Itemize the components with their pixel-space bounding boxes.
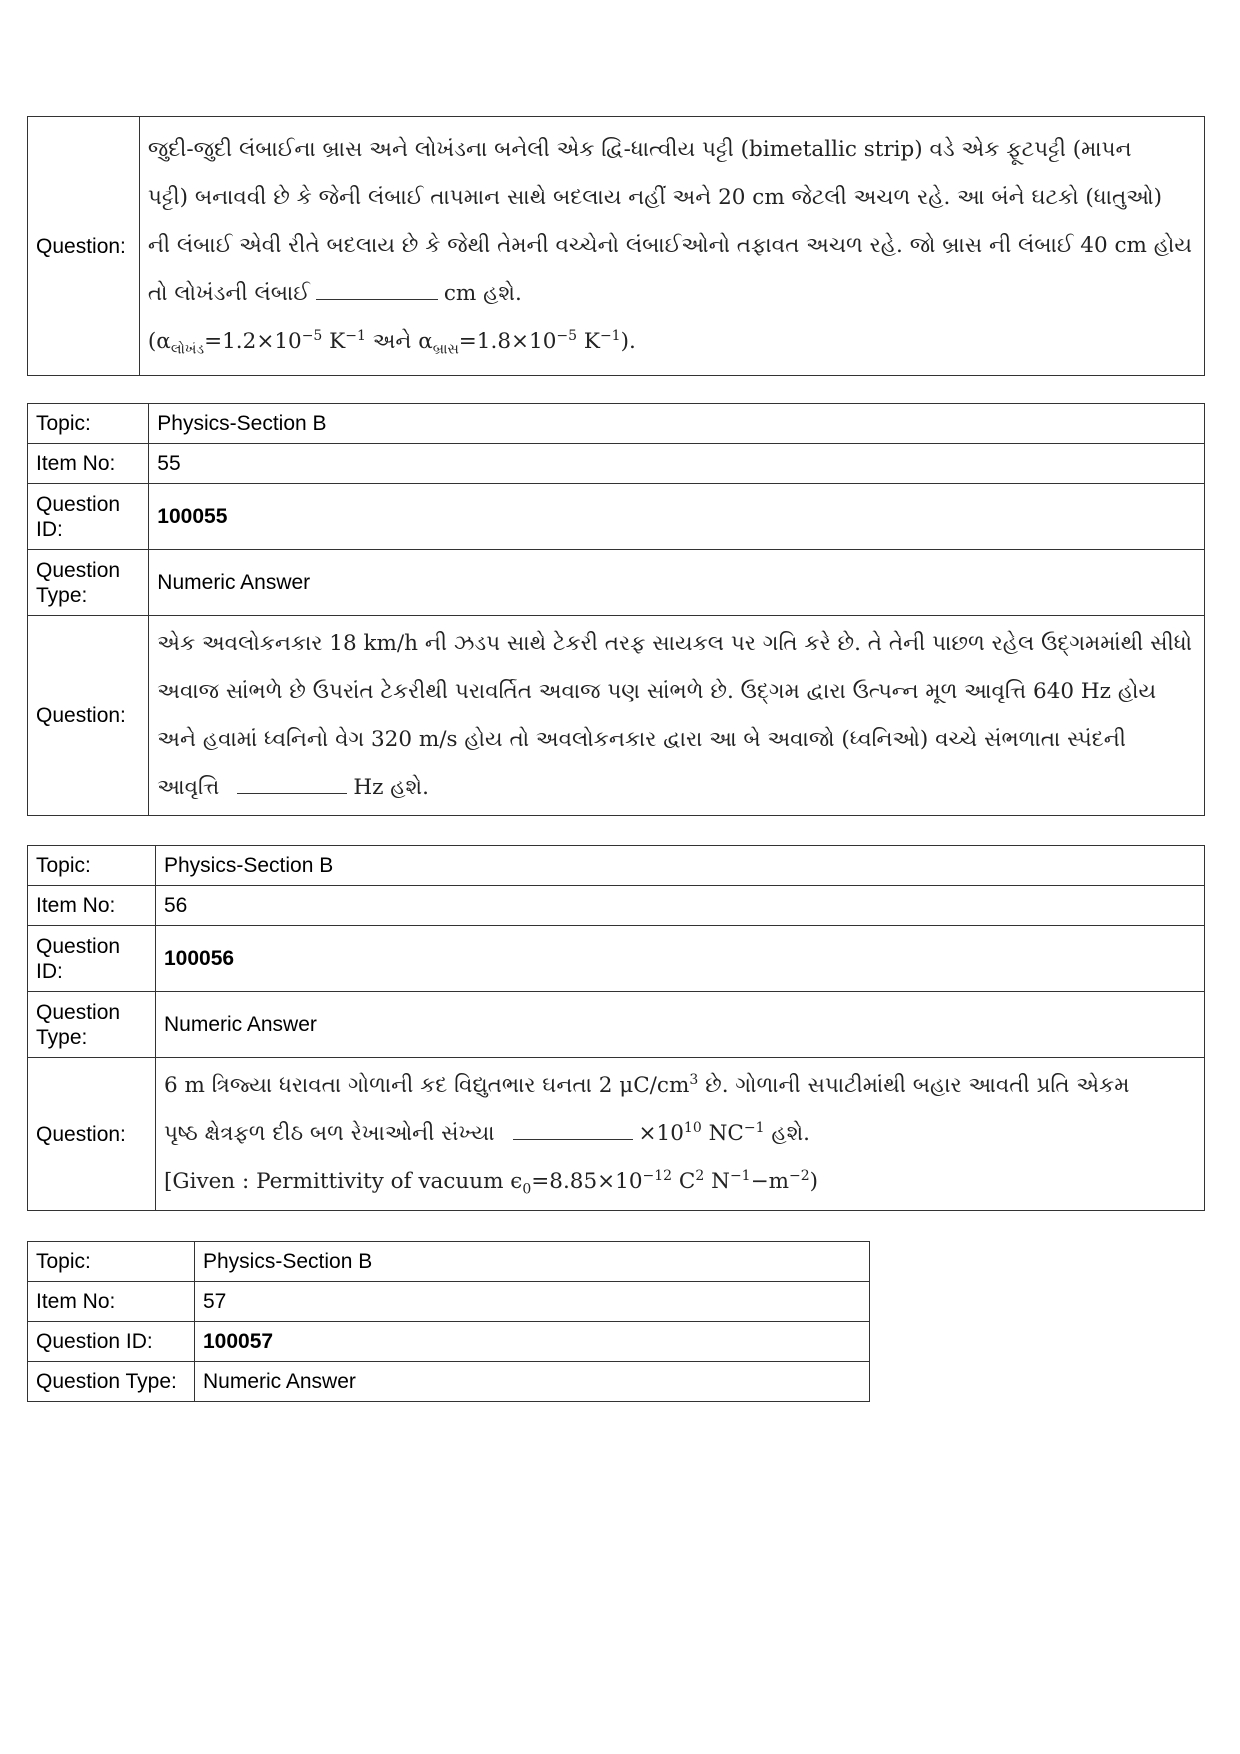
question-id-label: Question ID: [28, 1322, 195, 1362]
topic-value: Physics-Section B [149, 404, 1205, 444]
item-no-value: 57 [195, 1282, 870, 1322]
question-line: એક અવલોકનકાર 18 km/h ની ઝડપ સાથે ટેકરી તરફ સાયકલ પર ગતિ કરે છે. તે તેની પાછળ રહેલ ઉદ્ગમમાંથી સીધો [157, 630, 1192, 656]
question-text [139, 117, 1204, 376]
question-line: અને હવામાં ધ્વનિનો વેગ 320 m/s હોય તો અવલોકનકાર દ્વારા આ બે અવાજો (ધ્વનિઓ) વચ્ચે સંભળાતા સ્પંદની [157, 726, 1126, 752]
item-no-value: 56 [156, 886, 1205, 926]
item-no-label: Item No: [28, 886, 156, 926]
topic-label: Topic: [28, 404, 149, 444]
question-type-value: Numeric Answer [195, 1362, 870, 1402]
answer-blank [237, 773, 347, 794]
question-formula: [Given : Permittivity of vacuum $\epsilon_0=8.85\times 10^{-12}$ $C^2$ $N^{-1}-m^{-2}$) [164, 1167, 819, 1198]
question-57-table [27, 1241, 870, 1402]
question-formula: ($\alpha_{લોખંડ}=1.2\times 10^{-5}$ $K^{-1}$ અને $\alpha_{બ્રાસ}=1.8\times 10^{-5}$ $K^{-1}$). [147, 327, 636, 358]
topic-label: Topic: [28, 1242, 195, 1282]
question-line: અવાજ સાંભળે છે ઉપરાંત ટેકરીથી પરાવર્તિત અવાજ પણ સાંભળે છે. ઉદ્ગમ દ્વારા ઉત્પન્ન મૂળ આવૃત્તિ 640 Hz હોય [157, 678, 1157, 704]
question-type-label: Question Type: [28, 550, 149, 616]
question-label: Question: [28, 117, 140, 376]
question-type-label: Question Type: [28, 1362, 195, 1402]
question-label: Question: [28, 616, 149, 816]
question-label: Question: [28, 1058, 156, 1211]
topic-value: Physics-Section B [195, 1242, 870, 1282]
question-line: જુદી-જુદી લંબાઈના બ્રાસ અને લોખંડના બનેલી એક દ્વિ-ધાત્વીય પટ્ટી (bimetallic strip) વડે એક ફૂટપટ્ટી (માપન [147, 137, 1132, 162]
question-line: 6 m ત્રિજ્યા ધરાવતા ગોળાની કદ વિદ્યુતભાર ઘનતા 2 $\mu C/cm^3$ છે. ગોળાની સપાટીમાંથી બહાર આવતી પ્રતિ એકમ [164, 1071, 1130, 1098]
answer-blank [316, 279, 438, 300]
question-id-label: Question ID: [28, 926, 156, 992]
question-line: પટ્ટી) બનાવવી છે કે જેની લંબાઈ તાપમાન સાથે બદલાય નહીં અને 20 cm જેટલી અચળ રહે. આ બંને ઘટકો (ધાતુઓ) [147, 185, 1162, 210]
question-id-value: 100055 [149, 484, 1205, 550]
question-line: પૃષ્ઠ ક્ષેત્રફળ દીઠ બળ રેખાઓની સંખ્યા $\times 10^{10}$ $NC^{-1}$ હશે. [164, 1119, 811, 1146]
question-id-value: 100056 [156, 926, 1205, 992]
question-line: ની લંબાઈ એવી રીતે બદલાય છે કે જેથી તેમની વચ્ચેનો લંબાઈઓનો તફાવત અચળ રહે. જો બ્રાસ ની લંબાઈ 40 cm હોય [147, 233, 1192, 258]
question-id-label: Question ID: [28, 484, 149, 550]
item-no-value: 55 [149, 444, 1205, 484]
question-id-value: 100057 [195, 1322, 870, 1362]
item-no-label: Item No: [28, 1282, 195, 1322]
question-56-table [27, 845, 1205, 1211]
question-type-label: Question Type: [28, 992, 156, 1058]
question-line: આવૃત્તિ Hz હશે. [157, 774, 429, 800]
question-54-table [27, 116, 1205, 376]
question-text [156, 1058, 1205, 1211]
topic-value: Physics-Section B [156, 846, 1205, 886]
question-type-value: Numeric Answer [156, 992, 1205, 1058]
question-type-value: Numeric Answer [149, 550, 1205, 616]
question-text [149, 616, 1205, 816]
question-line: તો લોખંડની લંબાઈ cm હશે. [147, 281, 522, 306]
question-55-table [27, 403, 1205, 816]
topic-label: Topic: [28, 846, 156, 886]
answer-blank [513, 1119, 633, 1140]
item-no-label: Item No: [28, 444, 149, 484]
